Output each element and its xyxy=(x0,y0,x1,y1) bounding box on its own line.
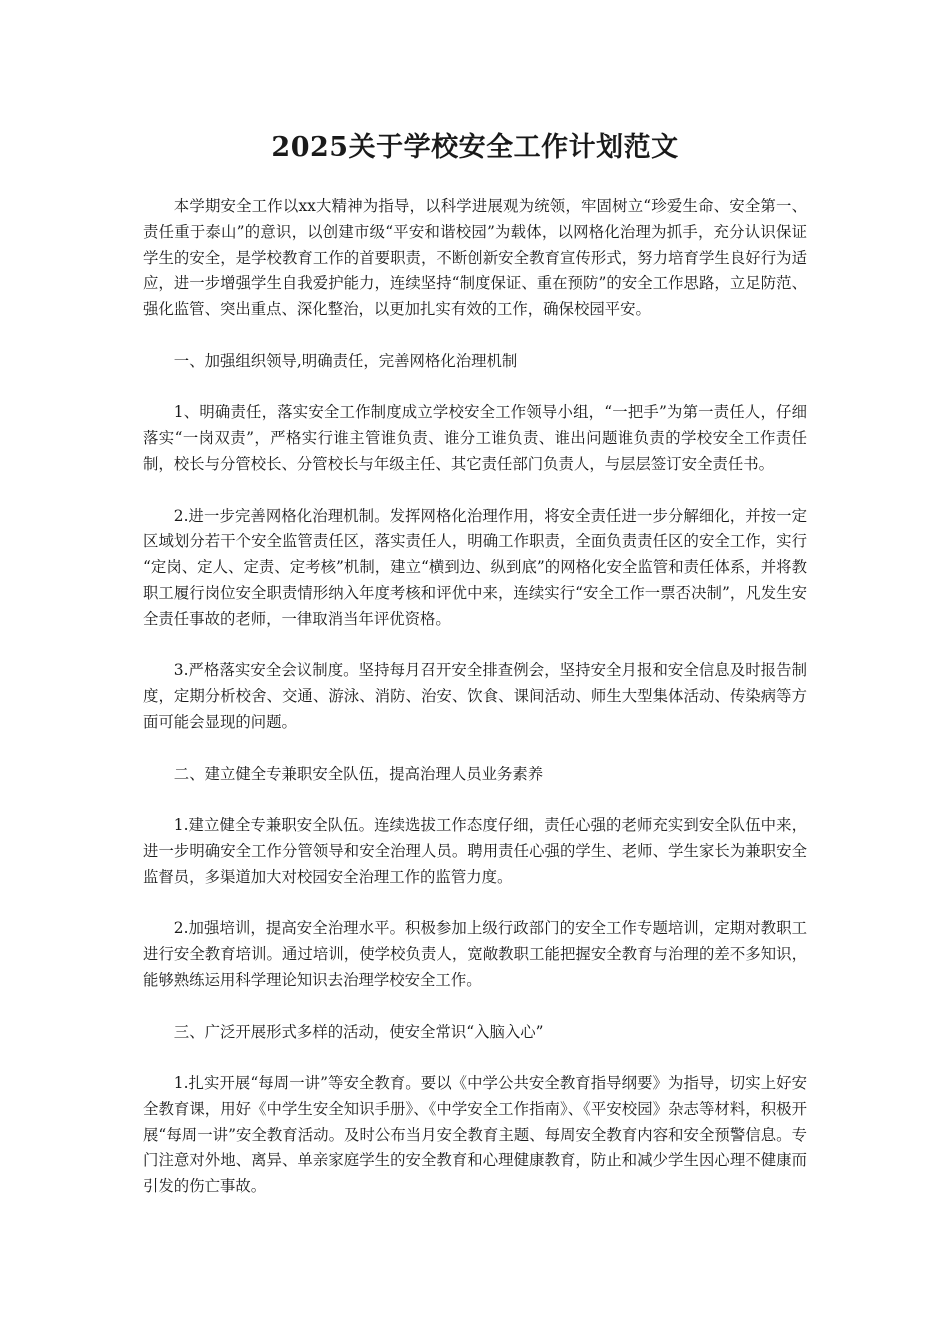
document-title: 2025关于学校安全工作计划范文 xyxy=(271,132,679,163)
section-heading-3: 三、广泛开展形式多样的活动，使安全常识“入脑入心” xyxy=(173,1022,544,1041)
section-heading-2: 二、建立健全专兼职安全队伍，提高治理人员业务素养 xyxy=(173,764,544,783)
document-body xyxy=(143,194,807,1200)
paragraph-1-1: 1、明确责任，落实安全工作制度成立学校安全工作领导小组，“一把手”为第一责任人，仔细落实“一岗双责”，严格实行谁主管谁负责、谁分工谁负责、谁出问题谁负责的学校安全工作责任制，校长与分管校长、分管校长与年级主任、其它责任部门负责人，与层层签订安全责任书。 xyxy=(143,403,807,473)
paragraph-1-2: 2.进一步完善网格化治理机制。发挥网格化治理作用，将安全责任进一步分解细化，并按一定区域划分若干个安全监管责任区，落实责任人，明确工作职责，全面负责责任区的安全工作，实行 “定岗、定人、定责、定考核”机制，建立“横到边、纵到底”的网格化安全监管和责任体系，并将教职工履行岗位安全职责情形纳入年度考核和评优中来，连续实行“安全工作一票否决制”，凡发生安全责任事故的老师，一律取消当年评优资格。 xyxy=(143,506,807,628)
paragraph-2-2: 2.加强培训，提高安全治理水平。积极参加上级行政部门的安全工作专题培训，定期对教职工进行安全教育培训。通过培训，使学校负责人，宽敞教职工能把握安全教育与治理的差不多知识，能够熟练运用科学理论知识去治理学校安全工作。 xyxy=(143,919,807,989)
section-heading-1: 一、加强组织领导,明确责任，完善网格化治理机制 xyxy=(173,351,518,370)
intro-paragraph: 本学期安全工作以xx大精神为指导，以科学进展观为统领，牢固树立“珍爱生命、安全第一、责任重于泰山”的意识，以创建市级“平安和谐校园”为载体，以网格化治理为抓手，充分认识保证学生的安全，是学校教育工作的首要职责，不断创新安全教育宣传形式，努力培育学生良好行为适应，进一步增强学生自我爱护能力，连续坚持“制度保证、重在预防”的安全工作思路，立足防范、强化监管、突出重点、深化整治，以更加扎实有效的工作，确保校园平安。 xyxy=(143,197,807,319)
paragraph-1-3: 3.严格落实安全会议制度。坚持每月召开安全排查例会，坚持安全月报和安全信息及时报告制度，定期分析校舍、交通、游泳、消防、治安、饮食、课间活动、师生大型集体活动、传染病等方面可能会显现的问题。 xyxy=(143,661,807,731)
paragraph-3-1: 1.扎实开展“每周一讲”等安全教育。要以《中学公共安全教育指导纲要》为指导，切实上好安全教育课，用好《中学生安全知识手册》、《中学安全工作指南》、《平安校园》杂志等材料，积极开展“每周一讲”安全教育活动。及时公布当月安全教育主题、每周安全教育内容和安全预警信息。专门注意对外地、离异、单亲家庭学生的安全教育和心理健康教育，防止和减少学生因心理不健康而引发的伤亡事故。 xyxy=(143,1074,807,1196)
paragraph-2-1: 1.建立健全专兼职安全队伍。连续选拔工作态度仔细，责任心强的老师充实到安全队伍中来，进一步明确安全工作分管领导和安全治理人员。聘用责任心强的学生、老师、学生家长为兼职安全监督员，多渠道加大对校园安全治理工作的监管力度。 xyxy=(143,816,807,886)
